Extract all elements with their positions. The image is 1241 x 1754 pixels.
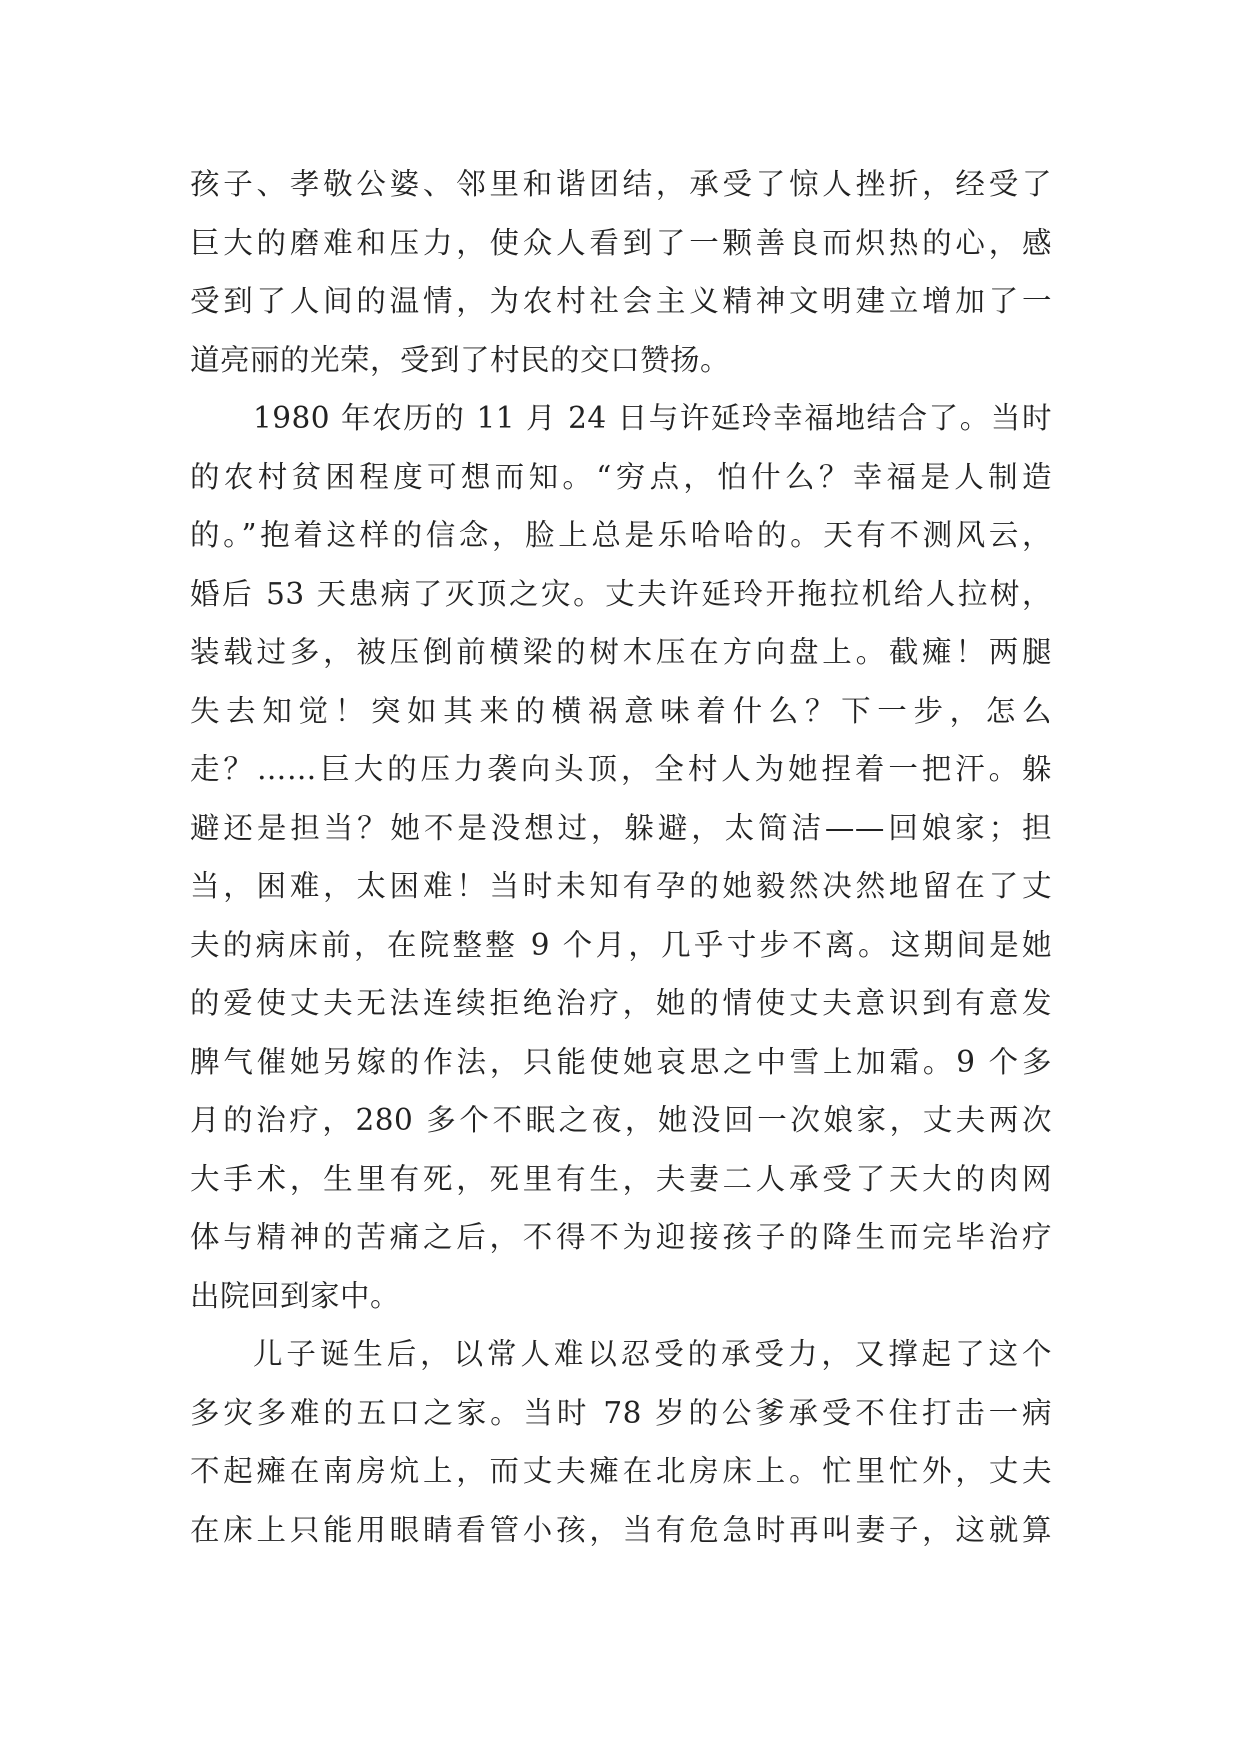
text-line: 受到了人间的温情，为农村社会主义精神文明建立增加了一: [190, 284, 1052, 318]
text-line: 的农村贫困程度可想而知。“穷点，怕什么？幸福是人制造: [190, 459, 1052, 494]
text-line: 婚后 53 天患病了灭顶之灾。丈夫许延玲开拖拉机给人拉树，: [190, 576, 1052, 611]
text-line: 的。”抱着这样的信念，脸上总是乐哈哈的。天有不测风云，: [190, 518, 1052, 552]
text-line: 巨大的磨难和压力，使众人看到了一颗善良而炽热的心，感: [190, 225, 1052, 260]
text-line: 大手术，生里有死，死里有生，夫妻二人承受了天大的肉网: [190, 1161, 1052, 1196]
text-line: 孩子、孝敬公婆、邻里和谐团结，承受了惊人挫折，经受了: [190, 167, 1052, 201]
text-line: 出院回到家中。: [190, 1278, 401, 1313]
text-line: 道亮丽的光荣，受到了村民的交口赞扬。: [190, 342, 731, 377]
body-text: [190, 155, 1052, 1559]
paragraph-first-line: 1980 年农历的 11 月 24 日与许延玲幸福地结合了。当时: [253, 401, 1052, 435]
text-line: 避还是担当？她不是没想过，躲避，太简洁——回娘家；担: [190, 810, 1052, 845]
text-line: 在床上只能用眼睛看管小孩，当有危急时再叫妻子，这就算: [190, 1512, 1052, 1547]
paragraph-first-line: 儿子诞生后，以常人难以忍受的承受力，又撑起了这个: [253, 1337, 1052, 1371]
text-line: 月的治疗，280 多个不眠之夜，她没回一次娘家，丈夫两次: [190, 1103, 1052, 1137]
text-line: 脾气催她另嫁的作法，只能使她哀思之中雪上加霜。9 个多: [190, 1044, 1052, 1079]
text-line: 失去知觉！突如其来的横祸意味着什么？下一步，怎么: [190, 693, 1052, 728]
text-line: 不起瘫在南房炕上，而丈夫瘫在北房床上。忙里忙外，丈夫: [190, 1454, 1052, 1488]
text-line: 夫的病床前，在院整整 9 个月，几乎寸步不离。这期间是她: [190, 927, 1052, 962]
text-line: 装载过多，被压倒前横梁的树木压在方向盘上。截瘫！两腿: [190, 635, 1052, 669]
text-line: 当，困难，太困难！当时未知有孕的她毅然决然地留在了丈: [190, 869, 1052, 903]
text-line: 体与精神的苦痛之后，不得不为迎接孩子的降生而完毕治疗: [190, 1220, 1052, 1254]
text-line: 走？……巨大的压力袭向头顶，全村人为她捏着一把汗。躲: [190, 752, 1052, 786]
text-line: 多灾多难的五口之家。当时 78 岁的公爹承受不住打击一病: [190, 1395, 1052, 1430]
text-line: 的爱使丈夫无法连续拒绝治疗，她的情使丈夫意识到有意发: [190, 986, 1052, 1020]
